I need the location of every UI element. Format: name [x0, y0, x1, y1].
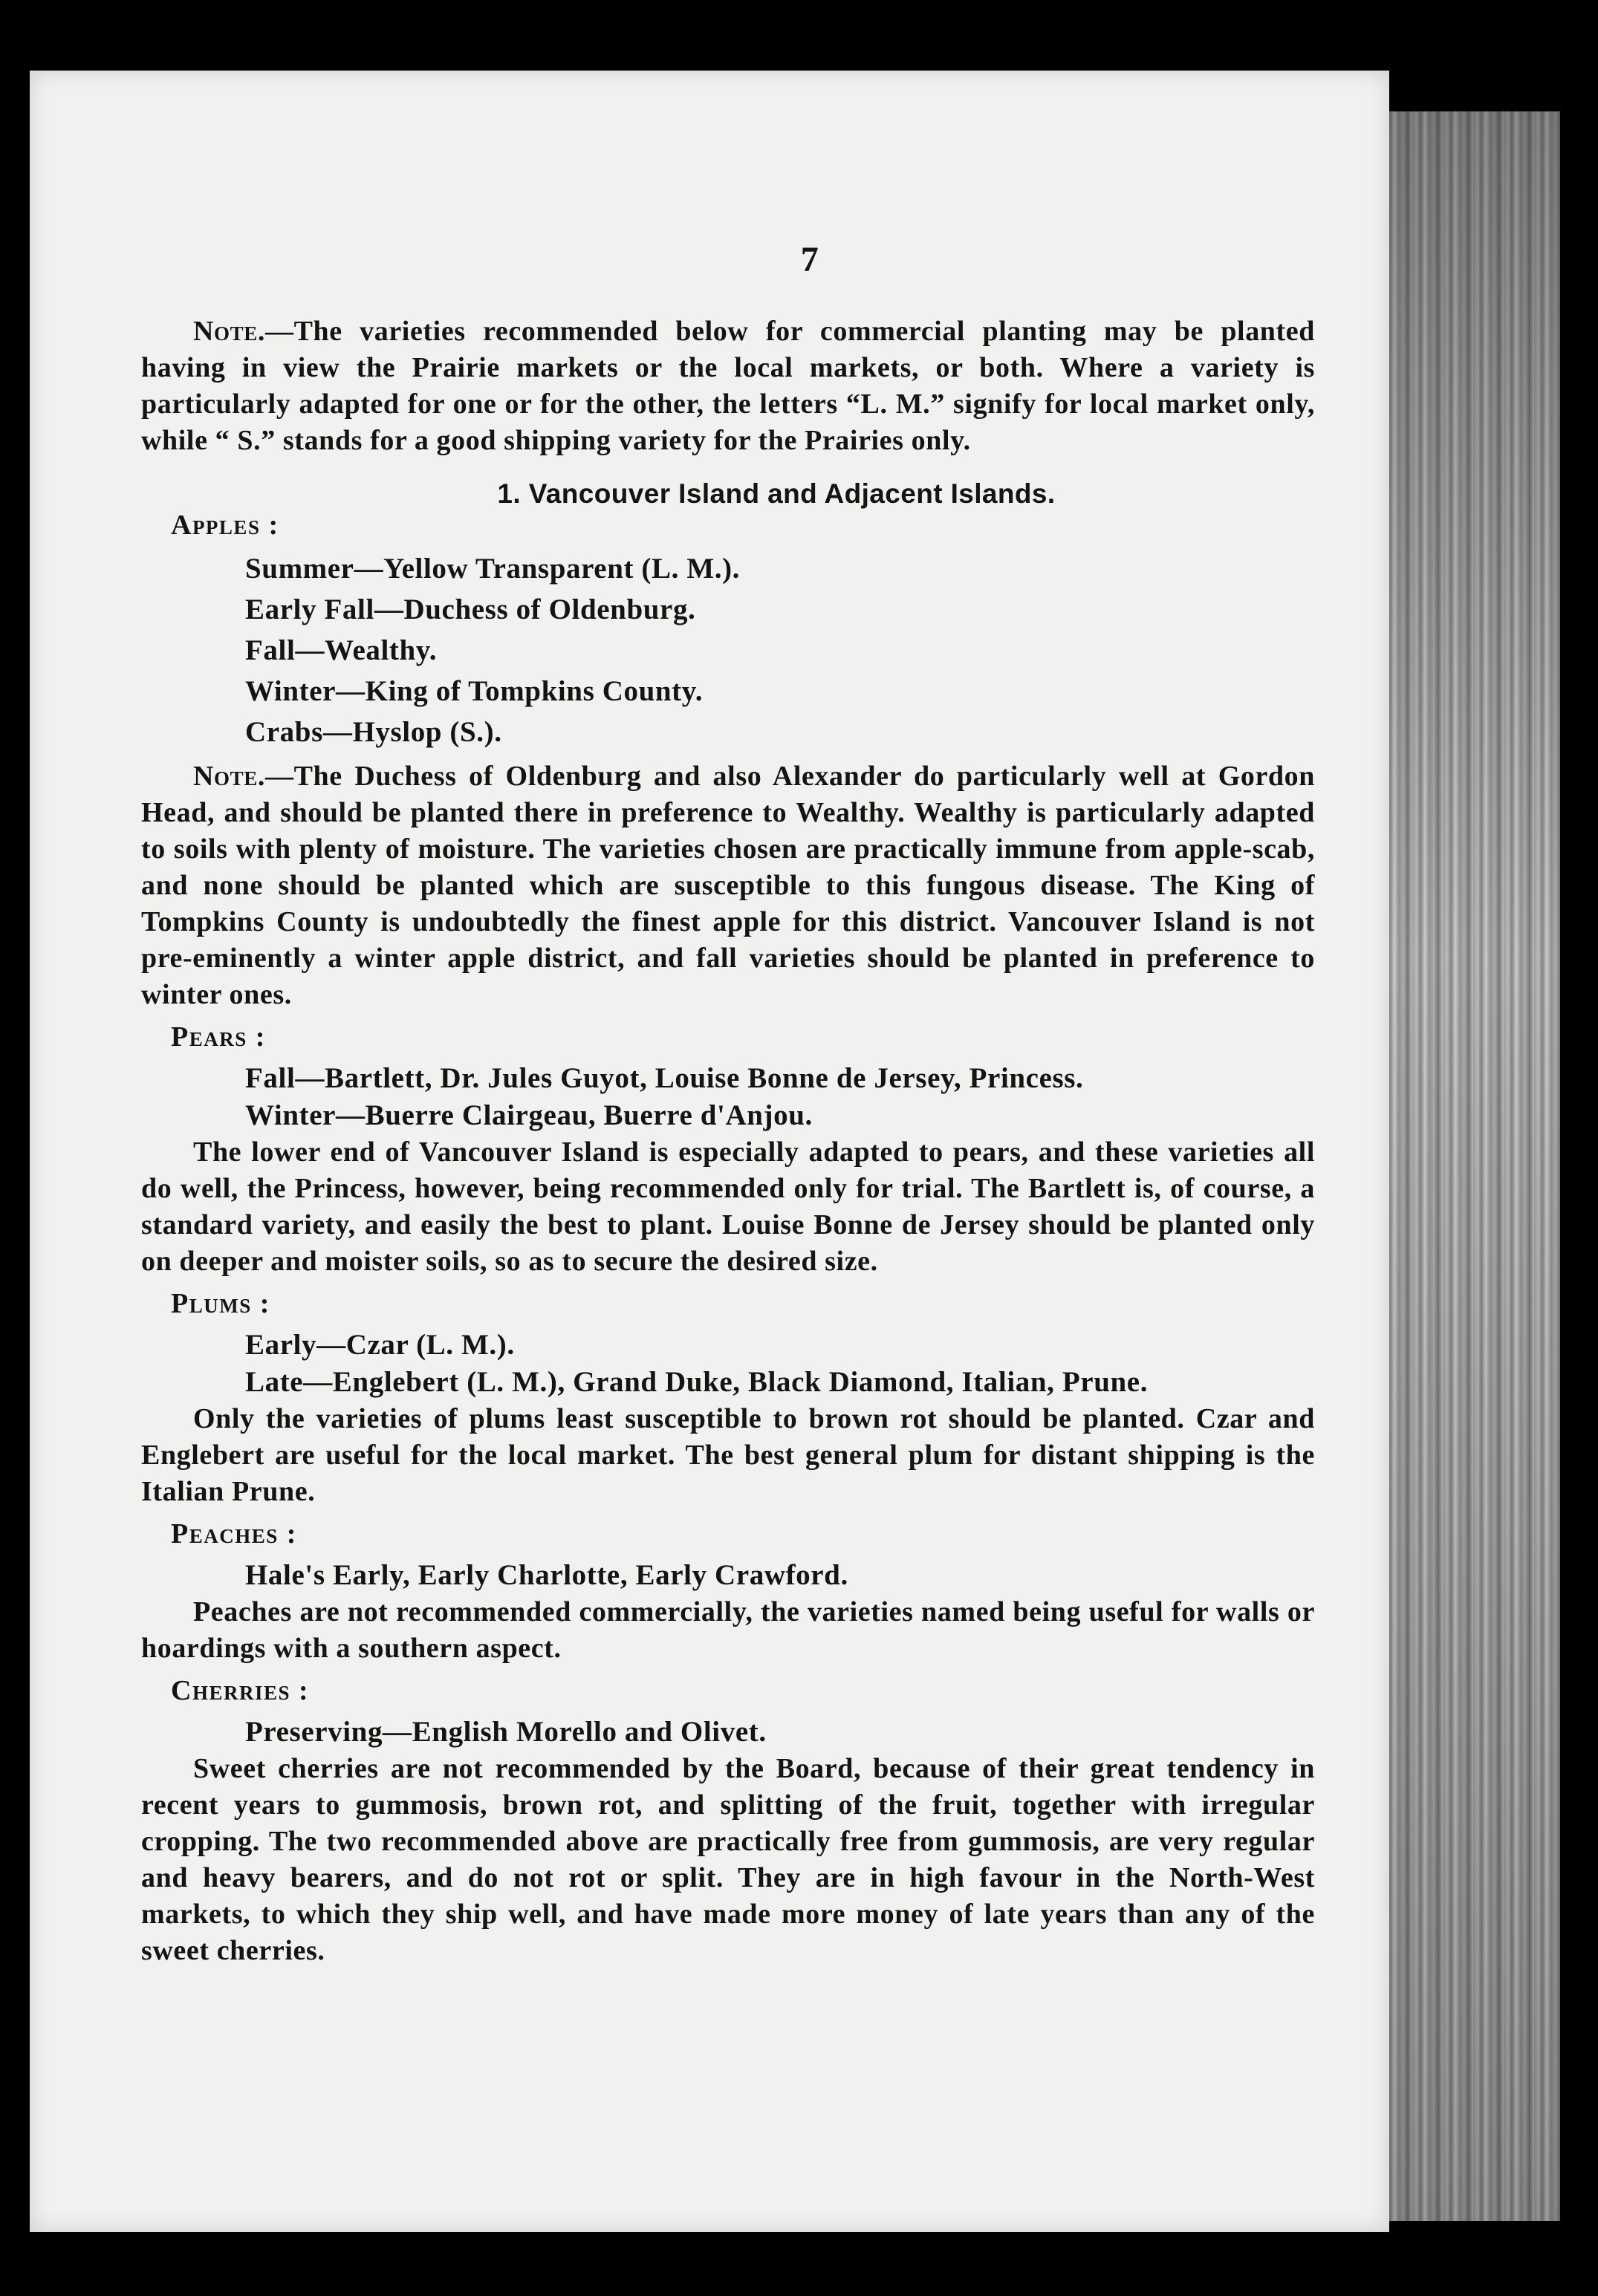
apples-label: Apples :	[171, 510, 279, 541]
plums-list	[245, 1327, 1315, 1401]
list-item: Early—Czar (L. M.).	[245, 1329, 515, 1361]
list-item: Summer—Yellow Transparent (L. M.).	[245, 553, 741, 585]
list-item: Winter—Buerre Clairgeau, Buerre d'Anjou.	[245, 1099, 813, 1131]
apples-list	[245, 548, 1315, 752]
intro-note-label: Note.	[193, 316, 265, 347]
intro-note	[141, 313, 1315, 459]
pears-text: The lower end of Vancouver Island is especially adapted to pears, and these varieties all do well, the Princess, however, being recommended only for trial. The Bartlett is, of course, a standard variety, and easily the best to plant. Louise Bonne de Jersey should be planted only on deeper and moister soils, so as to secure the desired size.	[141, 1136, 1315, 1277]
document-page	[30, 71, 1389, 2232]
peaches-label: Peaches :	[171, 1518, 297, 1549]
cherries-list	[245, 1714, 1315, 1751]
list-item: Hale's Early, Early Charlotte, Early Crawford.	[245, 1559, 848, 1591]
book-edge	[1382, 111, 1560, 2221]
page-content	[141, 241, 1315, 1969]
list-item: Preserving—English Morello and Olivet.	[245, 1716, 767, 1748]
pears-label: Pears :	[171, 1021, 266, 1053]
intro-note-text: —The varieties recommended below for commercial planting may be planted having in view the Prairie markets or the local markets, or both. Where a variety is particularly adapted for one or for the other, the letters “L. M.” signify for local market only, while “ S.” stands for a good shipping variety for the Prairies only.	[141, 316, 1315, 456]
plums-label: Plums :	[171, 1288, 270, 1319]
section-heading: 1. Vancouver Island and Adjacent Islands.	[497, 478, 1056, 509]
list-item: Early Fall—Duchess of Oldenburg.	[245, 593, 696, 625]
list-item: Late—Englebert (L. M.), Grand Duke, Black Diamond, Italian, Prune.	[245, 1366, 1149, 1398]
cherries-text: Sweet cherries are not recommended by the Board, because of their great tendency in recent years to gummosis, brown rot, and splitting of the fruit, together with irregular cropping. The two recommended above are practically free from gummosis, are very regular and heavy bearers, and do not rot or split. They are in high favour in the North-West markets, to which they ship well, and have made more money of late years than any of the sweet cherries.	[141, 1753, 1315, 1966]
peaches-list	[245, 1557, 1315, 1594]
list-item: Fall—Bartlett, Dr. Jules Guyot, Louise Bonne de Jersey, Princess.	[245, 1062, 1084, 1094]
cherries-label: Cherries :	[171, 1675, 310, 1706]
apples-note-text: —The Duchess of Oldenburg and also Alexander do particularly well at Gordon Head, and should be planted there in preference to Wealthy. Wealthy is particularly adapted to soils with plenty of moisture. The varieties chosen are practically immune from apple-scab, and none should be planted which are susceptible to this fungous disease. The King of Tompkins County is undoubtedly the finest apple for this district. Vancouver Island is not pre-eminently a winter apple district, and fall varieties should be planted in preference to winter ones.	[141, 761, 1315, 1010]
list-item: Fall—Wealthy.	[245, 634, 438, 666]
apples-note-label: Note.	[193, 761, 265, 792]
pears-list	[245, 1060, 1315, 1134]
list-item: Crabs—Hyslop (S.).	[245, 716, 502, 748]
page-number: 7	[800, 240, 819, 279]
list-item: Winter—King of Tompkins County.	[245, 675, 704, 707]
peaches-text: Peaches are not recommended commercially, the varieties named being useful for walls or hoardings with a southern aspect.	[141, 1596, 1315, 1664]
plums-text: Only the varieties of plums least susceptible to brown rot should be planted. Czar and Englebert are useful for the local market. The best general plum for distant shipping is the Italian Prune.	[141, 1403, 1315, 1507]
apples-note	[141, 758, 1315, 1013]
